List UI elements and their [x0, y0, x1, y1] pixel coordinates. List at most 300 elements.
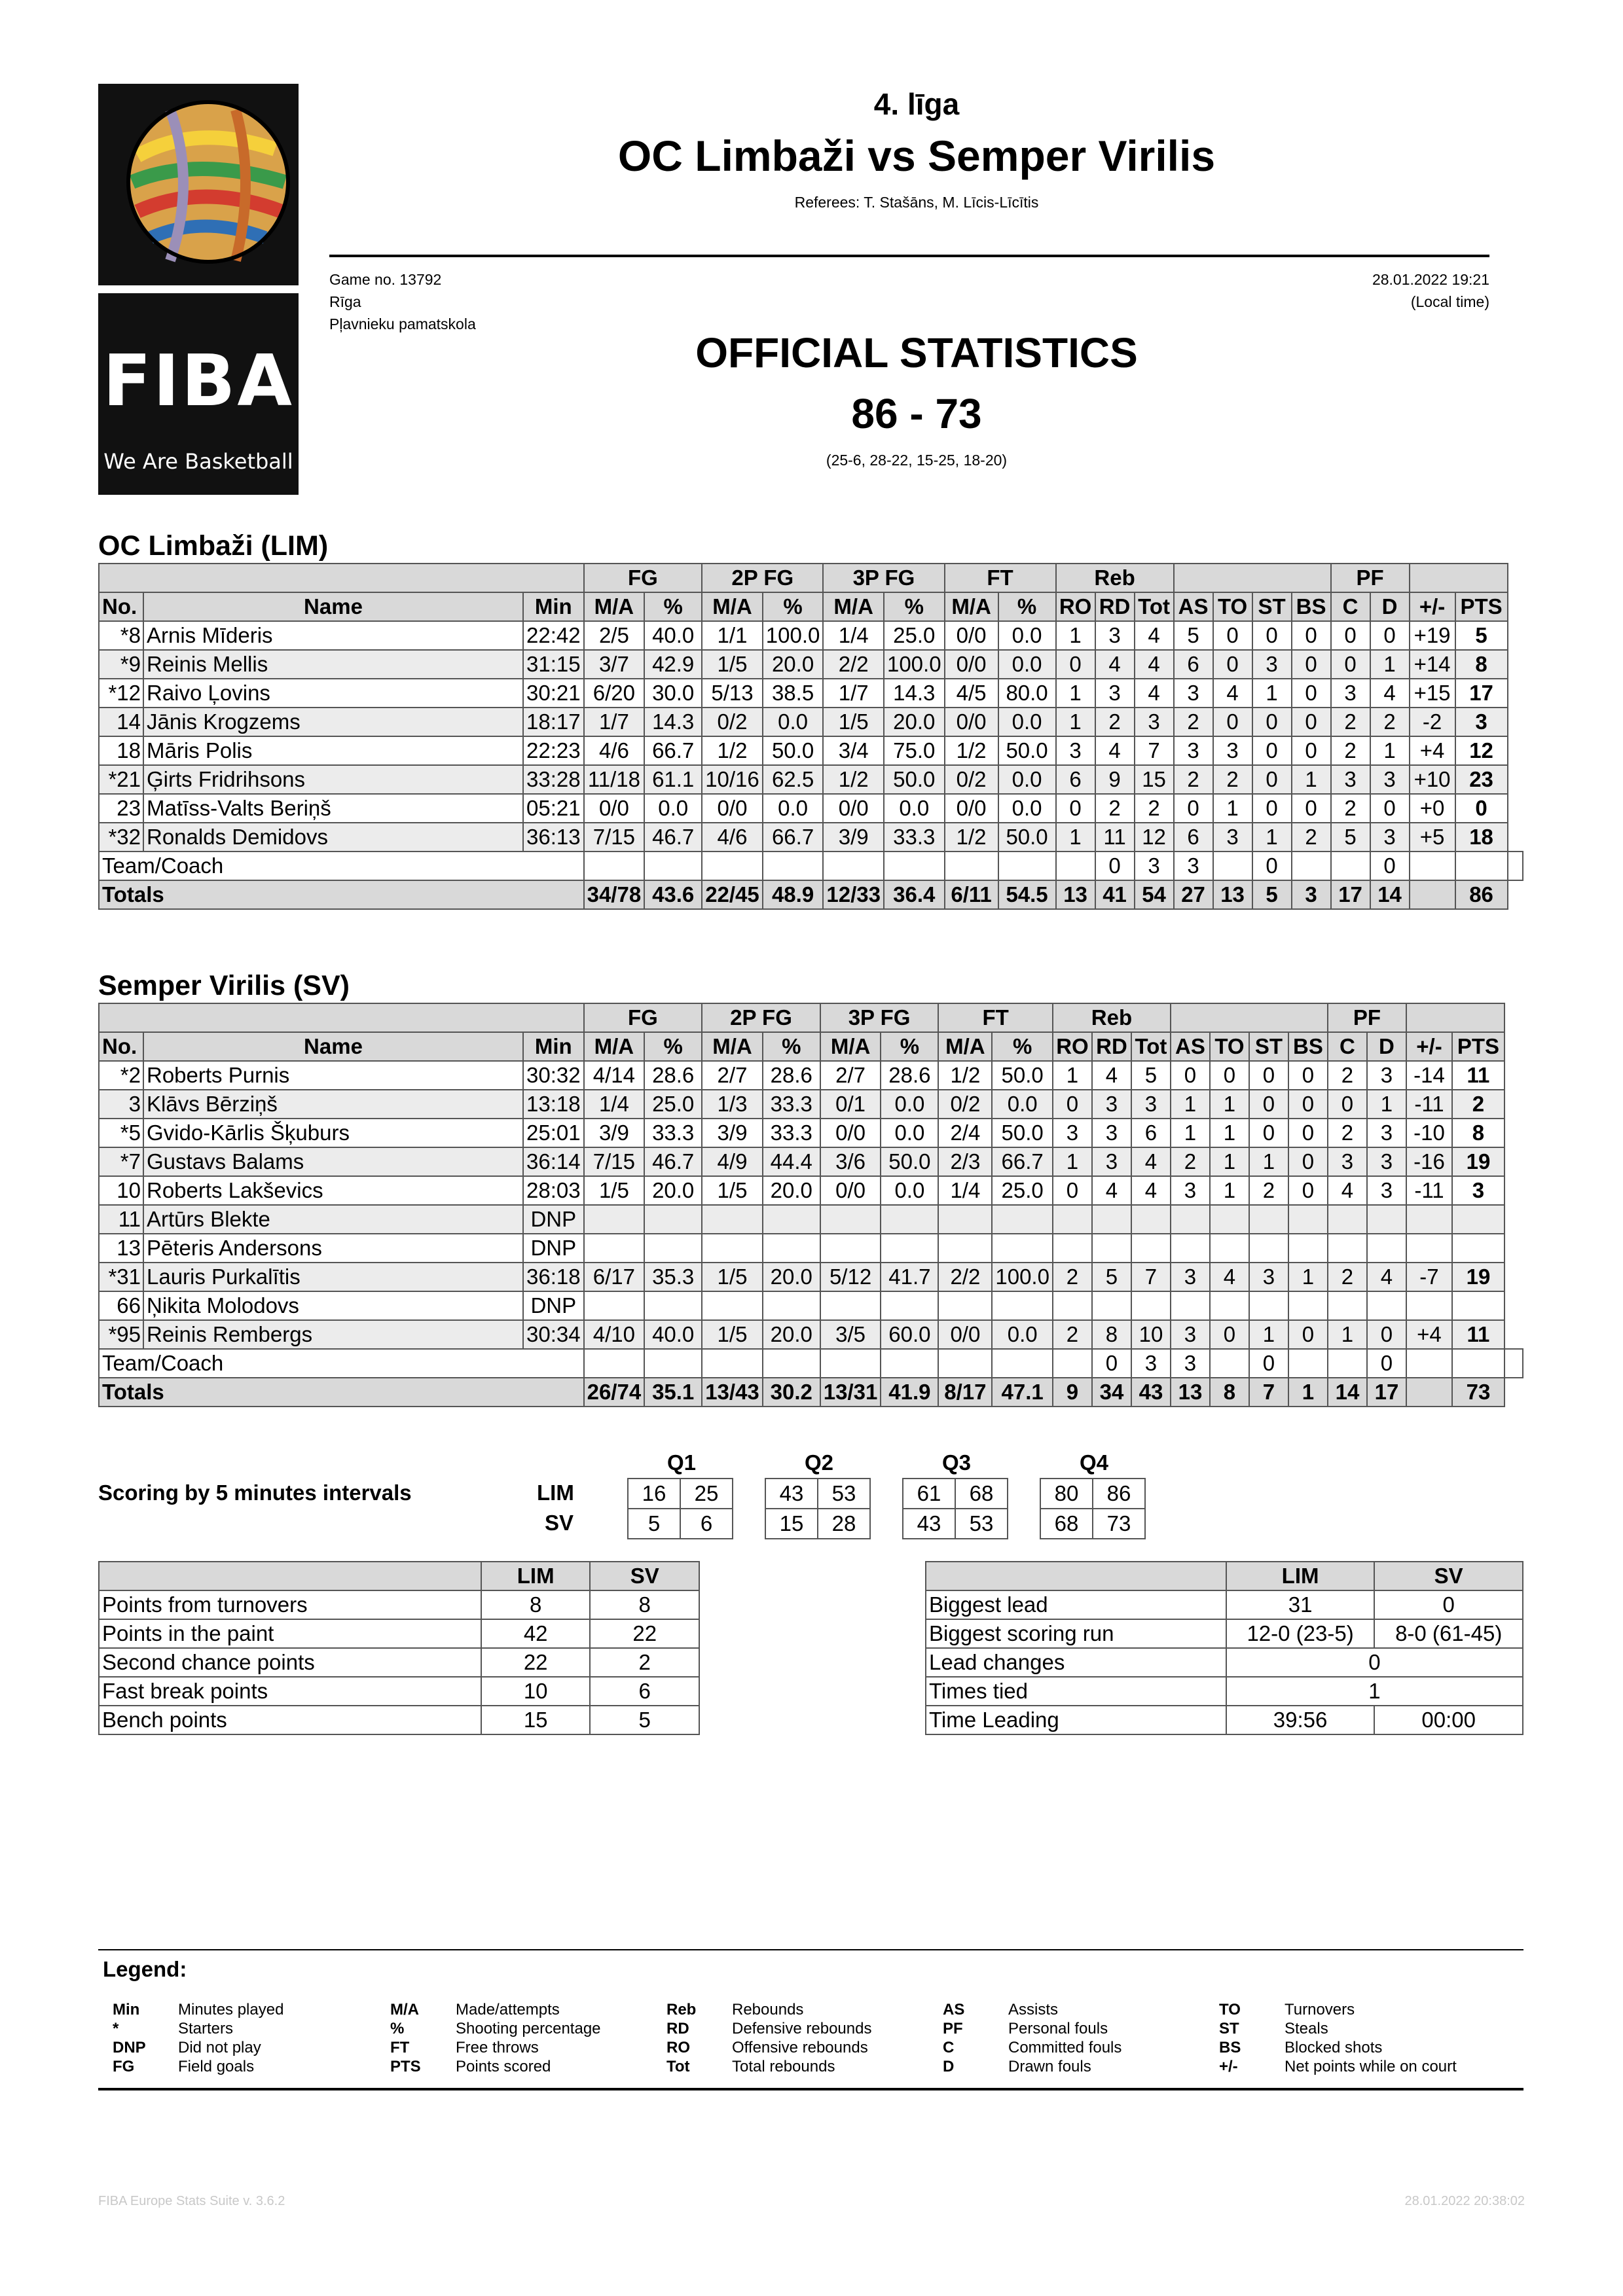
empty-stat: [763, 1234, 820, 1263]
legend-description: Made/attempts: [456, 2001, 560, 2018]
stat-cell: 1/5: [702, 650, 763, 679]
totals-stat: 48.9: [763, 880, 824, 909]
legend-description: Minutes played: [178, 2001, 284, 2018]
stat-cell: 14.3: [644, 708, 702, 736]
stat-cell: 4: [1135, 621, 1174, 650]
team-coach-stat: 0: [1092, 1349, 1131, 1378]
stat-cell: 4/6: [702, 823, 763, 852]
stat-cell: 3: [1213, 823, 1252, 852]
stat-cell: 20.0: [763, 1263, 820, 1291]
stat-cell: 0.0: [763, 794, 824, 823]
totals-stat: [1406, 1378, 1452, 1407]
empty-stat: [820, 1205, 881, 1234]
column-header: ST: [1249, 1032, 1288, 1061]
fiba-logo-tagline: We Are Basketball: [103, 449, 293, 474]
team-coach-stat: 0: [1252, 852, 1292, 880]
team-coach-stat: [938, 1349, 992, 1378]
empty-stat: [1367, 1291, 1406, 1320]
blank-header-cell: [99, 564, 584, 592]
stat-cell: 0: [1249, 1119, 1288, 1147]
stat-cell: 1/7: [823, 679, 884, 708]
blank-header-cell: [1410, 564, 1508, 592]
empty-stat: [1328, 1234, 1367, 1263]
stat-cell: 0/0: [945, 794, 998, 823]
legend-description: Total rebounds: [732, 2058, 835, 2075]
player-minutes: 36:18: [523, 1263, 584, 1291]
stat-cell: 2/2: [938, 1263, 992, 1291]
stat-cell: 42.9: [644, 650, 702, 679]
stat-cell: 5/13: [702, 679, 763, 708]
player-row: [99, 1234, 1523, 1263]
shared-value: 1: [1226, 1677, 1523, 1706]
scoring-intervals-label: Scoring by 5 minutes intervals: [98, 1480, 412, 1505]
stat-cell: 0.0: [998, 708, 1056, 736]
fiba-logo-text: FIBA: [103, 340, 294, 422]
group-header: 3P FG: [820, 1003, 939, 1032]
interval-row-sv: [903, 1509, 1008, 1539]
player-number: *2: [99, 1061, 143, 1090]
stat-cell: 20.0: [763, 650, 824, 679]
stat-label: Points from turnovers: [99, 1590, 481, 1619]
league-name: 4. līga: [873, 87, 960, 121]
stat-cell: +10: [1410, 765, 1455, 794]
stat-label: Points in the paint: [99, 1619, 481, 1648]
stat-cell: 0: [1328, 1090, 1367, 1119]
legend-abbrev: %: [390, 2020, 405, 2037]
scoring-team-sv: SV: [545, 1511, 574, 1535]
player-name: Ņikita Molodovs: [143, 1291, 523, 1320]
interval-score: 16: [628, 1479, 680, 1509]
legend-abbrev: ST: [1219, 2020, 1239, 2037]
team-coach-row: [99, 1349, 1523, 1378]
stat-cell: 6: [1174, 823, 1213, 852]
stat-cell: 4: [1367, 1263, 1406, 1291]
empty-stat: [644, 1205, 702, 1234]
empty-stat: [1210, 1205, 1249, 1234]
legend-abbrev: BS: [1219, 2039, 1241, 2056]
legend-abbrev: C: [943, 2039, 955, 2056]
quarter-interval-table: [765, 1478, 871, 1539]
sv-value: 8-0 (61-45): [1374, 1619, 1523, 1648]
team-coach-stat: [584, 1349, 645, 1378]
player-points: 5: [1455, 621, 1508, 650]
stat-cell: -10: [1406, 1119, 1452, 1147]
totals-stat: 73: [1452, 1378, 1504, 1407]
legend-description: Personal fouls: [1008, 2020, 1108, 2037]
stat-cell: 4/9: [702, 1147, 763, 1176]
legend-abbrev: Reb: [666, 2001, 697, 2018]
stat-cell: -14: [1406, 1061, 1452, 1090]
column-header: LIM: [1226, 1562, 1375, 1590]
empty-stat: [938, 1234, 992, 1263]
empty-stat: [1406, 1291, 1452, 1320]
column-header: +/-: [1410, 592, 1455, 621]
legend-description: Field goals: [178, 2058, 255, 2075]
interval-score: 80: [1040, 1479, 1093, 1509]
empty-stat: [1053, 1205, 1092, 1234]
stat-cell: 2: [1135, 794, 1174, 823]
interval-score: 86: [1093, 1479, 1145, 1509]
player-name: Gustavs Balams: [143, 1147, 523, 1176]
stat-cell: 50.0: [992, 1061, 1053, 1090]
stat-cell: 25.0: [992, 1176, 1053, 1205]
team-coach-stat: [1406, 1349, 1452, 1378]
legend-description: Rebounds: [732, 2001, 804, 2018]
team-coach-stat: [1213, 852, 1252, 880]
stat-cell: 1: [1056, 708, 1095, 736]
venue: Pļavnieku pamatskola: [329, 315, 476, 332]
legend-bottom-rule: [98, 2088, 1523, 2090]
player-row: [99, 1176, 1523, 1205]
column-header: %: [992, 1032, 1053, 1061]
lim-value: 31: [1226, 1590, 1375, 1619]
column-header: C: [1328, 1032, 1367, 1061]
stat-cell: +4: [1410, 736, 1455, 765]
sv-value: 6: [590, 1677, 699, 1706]
lim-value: 22: [481, 1648, 591, 1677]
stat-cell: 3/7: [584, 650, 645, 679]
stat-cell: 1/5: [584, 1176, 645, 1205]
empty-stat: [1249, 1291, 1288, 1320]
stat-cell: 2: [1213, 765, 1252, 794]
stat-cell: 15: [1135, 765, 1174, 794]
empty-stat: [1131, 1291, 1171, 1320]
empty-stat: [881, 1234, 938, 1263]
group-header: PF: [1328, 1003, 1406, 1032]
player-minutes: 30:34: [523, 1320, 584, 1349]
stat-cell: 1/1: [702, 621, 763, 650]
quarter-interval-table: [627, 1478, 733, 1539]
player-minutes: 28:03: [523, 1176, 584, 1205]
lead-row: [926, 1619, 1523, 1648]
player-minutes: 30:32: [523, 1061, 584, 1090]
column-header: %: [998, 592, 1056, 621]
stat-cell: -2: [1410, 708, 1455, 736]
group-header: 3P FG: [823, 564, 944, 592]
player-name: Roberts Lakševics: [143, 1176, 523, 1205]
empty-stat: [992, 1234, 1053, 1263]
stat-cell: 3/9: [584, 1119, 645, 1147]
blank-header-cell: [99, 1562, 481, 1590]
header-divider: [329, 255, 1489, 257]
scoring-team-lim: LIM: [537, 1480, 574, 1505]
stat-cell: 2/2: [823, 650, 884, 679]
stat-cell: 1: [1056, 679, 1095, 708]
player-row: [99, 1263, 1523, 1291]
stat-cell: 2: [1292, 823, 1331, 852]
team-coach-stat: [992, 1349, 1053, 1378]
stat-cell: 0: [1213, 708, 1252, 736]
column-header: Tot: [1131, 1032, 1171, 1061]
stat-cell: 5/12: [820, 1263, 881, 1291]
stat-cell: 0: [1292, 650, 1331, 679]
stat-cell: 3: [1367, 1176, 1406, 1205]
stat-cell: 0: [1056, 794, 1095, 823]
stat-cell: 0.0: [881, 1090, 938, 1119]
stat-cell: 1: [1171, 1119, 1210, 1147]
stat-cell: 4: [1135, 650, 1174, 679]
stat-cell: 28.6: [881, 1061, 938, 1090]
stat-cell: 20.0: [763, 1176, 820, 1205]
stat-cell: 5: [1174, 621, 1213, 650]
quarter-interval-table: [1040, 1478, 1146, 1539]
stat-cell: 1: [1370, 736, 1410, 765]
legend-description: Blocked shots: [1285, 2039, 1383, 2056]
player-points: 18: [1455, 823, 1508, 852]
stat-cell: 0/0: [945, 621, 998, 650]
stat-cell: 0.0: [763, 708, 824, 736]
totals-stat: [1410, 880, 1455, 909]
empty-stat: [1092, 1234, 1131, 1263]
legend-description: Net points while on court: [1285, 2058, 1457, 2075]
legend-abbrev: Min: [113, 2001, 140, 2018]
player-number: *8: [99, 621, 143, 650]
legend-abbrev: Tot: [666, 2058, 690, 2075]
totals-stat: 13: [1213, 880, 1252, 909]
totals-stat: 30.2: [763, 1378, 820, 1407]
lead-stats-table: [925, 1561, 1523, 1735]
blank-header-cell: [1406, 1003, 1504, 1032]
interval-score: 61: [903, 1479, 955, 1509]
player-points: 11: [1452, 1320, 1504, 1349]
quarter-label: Q3: [941, 1450, 972, 1475]
stat-cell: 100.0: [884, 650, 945, 679]
empty-stat: [1249, 1234, 1288, 1263]
legend-abbrev: PTS: [390, 2058, 421, 2075]
group-header: 2P FG: [702, 1003, 820, 1032]
player-row: [99, 708, 1523, 736]
stat-cell: 1: [1053, 1147, 1092, 1176]
group-header: Reb: [1053, 1003, 1171, 1032]
stat-cell: 4: [1328, 1176, 1367, 1205]
stat-cell: 0: [1288, 1061, 1328, 1090]
team-coach-label: Team/Coach: [99, 852, 584, 880]
stat-label: Bench points: [99, 1706, 481, 1734]
player-row: [99, 794, 1523, 823]
stat-cell: 50.0: [992, 1119, 1053, 1147]
player-name: Reinis Rembergs: [143, 1320, 523, 1349]
legend-abbrev: *: [113, 2020, 119, 2037]
stat-cell: -11: [1406, 1176, 1452, 1205]
column-header: RD: [1092, 1032, 1131, 1061]
stat-cell: 33.3: [644, 1119, 702, 1147]
legend-description: Free throws: [456, 2039, 539, 2056]
group-header: Reb: [1056, 564, 1174, 592]
stat-label: Time Leading: [926, 1706, 1226, 1734]
points-breakdown-table: [98, 1561, 700, 1735]
team-coach-stat: [1504, 1349, 1523, 1378]
stat-cell: 4: [1131, 1176, 1171, 1205]
stat-cell: 6/17: [584, 1263, 645, 1291]
column-header: +/-: [1406, 1032, 1452, 1061]
stat-cell: 66.7: [763, 823, 824, 852]
stat-cell: 4: [1370, 679, 1410, 708]
player-points: 3: [1452, 1176, 1504, 1205]
player-row: [99, 650, 1523, 679]
team-coach-stat: [1410, 852, 1455, 880]
interval-score: 15: [765, 1509, 818, 1539]
empty-stat: [1288, 1205, 1328, 1234]
stat-cell: 40.0: [644, 621, 702, 650]
player-row: [99, 621, 1523, 650]
stat-cell: +15: [1410, 679, 1455, 708]
referees: Referees: T. Stašāns, M. Līcis-Līcītis: [794, 194, 1039, 211]
stat-cell: 3: [1252, 650, 1292, 679]
stat-cell: 3: [1095, 621, 1135, 650]
player-name: Lauris Purkalītis: [143, 1263, 523, 1291]
team-coach-stat: [1210, 1349, 1249, 1378]
stat-cell: 50.0: [998, 823, 1056, 852]
stat-cell: 8: [1092, 1320, 1131, 1349]
stat-cell: 4: [1092, 1176, 1131, 1205]
stat-cell: 0: [1288, 1119, 1328, 1147]
player-minutes: DNP: [523, 1291, 584, 1320]
team-coach-stat: 3: [1171, 1349, 1210, 1378]
team-coach-label: Team/Coach: [99, 1349, 584, 1378]
stat-cell: 0.0: [998, 794, 1056, 823]
empty-stat: [1328, 1291, 1367, 1320]
blank-header-cell: [1174, 564, 1331, 592]
column-header: TO: [1210, 1032, 1249, 1061]
stat-cell: 1: [1249, 1320, 1288, 1349]
team-coach-stat: [881, 1349, 938, 1378]
stat-cell: 1/2: [938, 1061, 992, 1090]
empty-stat: [1406, 1234, 1452, 1263]
stat-cell: 3: [1092, 1147, 1131, 1176]
stat-cell: 3: [1249, 1263, 1288, 1291]
stat-cell: 0/0: [702, 794, 763, 823]
player-minutes: 36:13: [523, 823, 584, 852]
team-coach-stat: [1328, 1349, 1367, 1378]
empty-stat: [881, 1291, 938, 1320]
stat-cell: 0: [1252, 736, 1292, 765]
stat-cell: 100.0: [763, 621, 824, 650]
column-header: RD: [1095, 592, 1135, 621]
stat-cell: 7: [1135, 736, 1174, 765]
match-title: OC Limbaži vs Semper Virilis: [617, 132, 1216, 180]
group-header: FT: [945, 564, 1056, 592]
stat-cell: 2: [1174, 708, 1213, 736]
stat-cell: 0/0: [823, 794, 884, 823]
stat-cell: +4: [1406, 1320, 1452, 1349]
player-number: *95: [99, 1320, 143, 1349]
blank-header-cell: [1171, 1003, 1328, 1032]
stat-cell: 9: [1095, 765, 1135, 794]
points-row: [99, 1706, 699, 1734]
stat-cell: 2: [1053, 1320, 1092, 1349]
empty-stat: [702, 1205, 763, 1234]
stat-cell: 3: [1367, 1061, 1406, 1090]
column-header: D: [1370, 592, 1410, 621]
period-scores: (25-6, 28-22, 15-25, 18-20): [826, 452, 1008, 469]
empty-stat: [1210, 1234, 1249, 1263]
player-points: 23: [1455, 765, 1508, 794]
player-points: 19: [1452, 1147, 1504, 1176]
column-header: M/A: [702, 592, 763, 621]
totals-stat: 12/33: [823, 880, 884, 909]
stat-cell: 25.0: [644, 1090, 702, 1119]
legend-abbrev: RO: [666, 2039, 690, 2056]
legend-description: Committed fouls: [1008, 2039, 1122, 2056]
stat-cell: 4/14: [584, 1061, 645, 1090]
stat-cell: 25.0: [884, 621, 945, 650]
player-name: Ģirts Fridrihsons: [143, 765, 523, 794]
stat-cell: 0.0: [881, 1176, 938, 1205]
stat-cell: 3: [1174, 736, 1213, 765]
totals-stat: 5: [1252, 880, 1292, 909]
stat-cell: 2: [1171, 1147, 1210, 1176]
stat-cell: 0: [1292, 679, 1331, 708]
team-coach-stat: [644, 852, 702, 880]
stat-cell: 4: [1135, 679, 1174, 708]
stat-label: Lead changes: [926, 1648, 1226, 1677]
lim-value: 39:56: [1226, 1706, 1375, 1734]
legend-abbrev: DNP: [113, 2039, 146, 2056]
team2-box-score: [98, 1003, 1523, 1407]
stat-cell: 80.0: [998, 679, 1056, 708]
stat-cell: 1: [1249, 1147, 1288, 1176]
city: Rīga: [329, 293, 361, 310]
stat-cell: 61.1: [644, 765, 702, 794]
stat-cell: 0: [1174, 794, 1213, 823]
stat-cell: 2: [1249, 1176, 1288, 1205]
stat-cell: 6: [1174, 650, 1213, 679]
lim-value: 10: [481, 1677, 591, 1706]
lead-row: [926, 1706, 1523, 1734]
interval-row-lim: [628, 1479, 733, 1509]
stat-cell: 1/4: [823, 621, 884, 650]
empty-stat: [644, 1234, 702, 1263]
stat-cell: 0.0: [998, 650, 1056, 679]
player-points: 2: [1452, 1090, 1504, 1119]
blank-header-cell: [99, 1003, 584, 1032]
totals-stat: 43.6: [644, 880, 702, 909]
player-points: 0: [1455, 794, 1508, 823]
player-name: Māris Polis: [143, 736, 523, 765]
stat-cell: 0: [1213, 650, 1252, 679]
header-group-row: [99, 1003, 1523, 1032]
totals-label: Totals: [99, 1378, 584, 1407]
stat-cell: 3: [1092, 1090, 1131, 1119]
stat-cell: 0: [1252, 708, 1292, 736]
team-coach-stat: [763, 852, 824, 880]
legend-description: Defensive rebounds: [732, 2020, 872, 2037]
interval-score: 68: [1040, 1509, 1093, 1539]
stat-cell: 0: [1171, 1061, 1210, 1090]
stat-cell: 35.3: [644, 1263, 702, 1291]
stat-cell: 20.0: [763, 1320, 820, 1349]
stat-cell: 4/10: [584, 1320, 645, 1349]
totals-stat: 54: [1135, 880, 1174, 909]
lim-value: 8: [481, 1590, 591, 1619]
stat-cell: 0: [1252, 621, 1292, 650]
column-header: PTS: [1452, 1032, 1504, 1061]
player-number: *32: [99, 823, 143, 852]
totals-stat: 9: [1053, 1378, 1092, 1407]
local-time-note: (Local time): [1410, 293, 1489, 310]
player-number: 13: [99, 1234, 143, 1263]
empty-stat: [702, 1234, 763, 1263]
stat-cell: 30.0: [644, 679, 702, 708]
stat-cell: 7/15: [584, 823, 645, 852]
interval-score: 5: [628, 1509, 680, 1539]
stat-cell: 1: [1171, 1090, 1210, 1119]
interval-row-lim: [1040, 1479, 1145, 1509]
player-minutes: 25:01: [523, 1119, 584, 1147]
stat-cell: +14: [1410, 650, 1455, 679]
empty-stat: [881, 1205, 938, 1234]
empty-stat: [1288, 1234, 1328, 1263]
